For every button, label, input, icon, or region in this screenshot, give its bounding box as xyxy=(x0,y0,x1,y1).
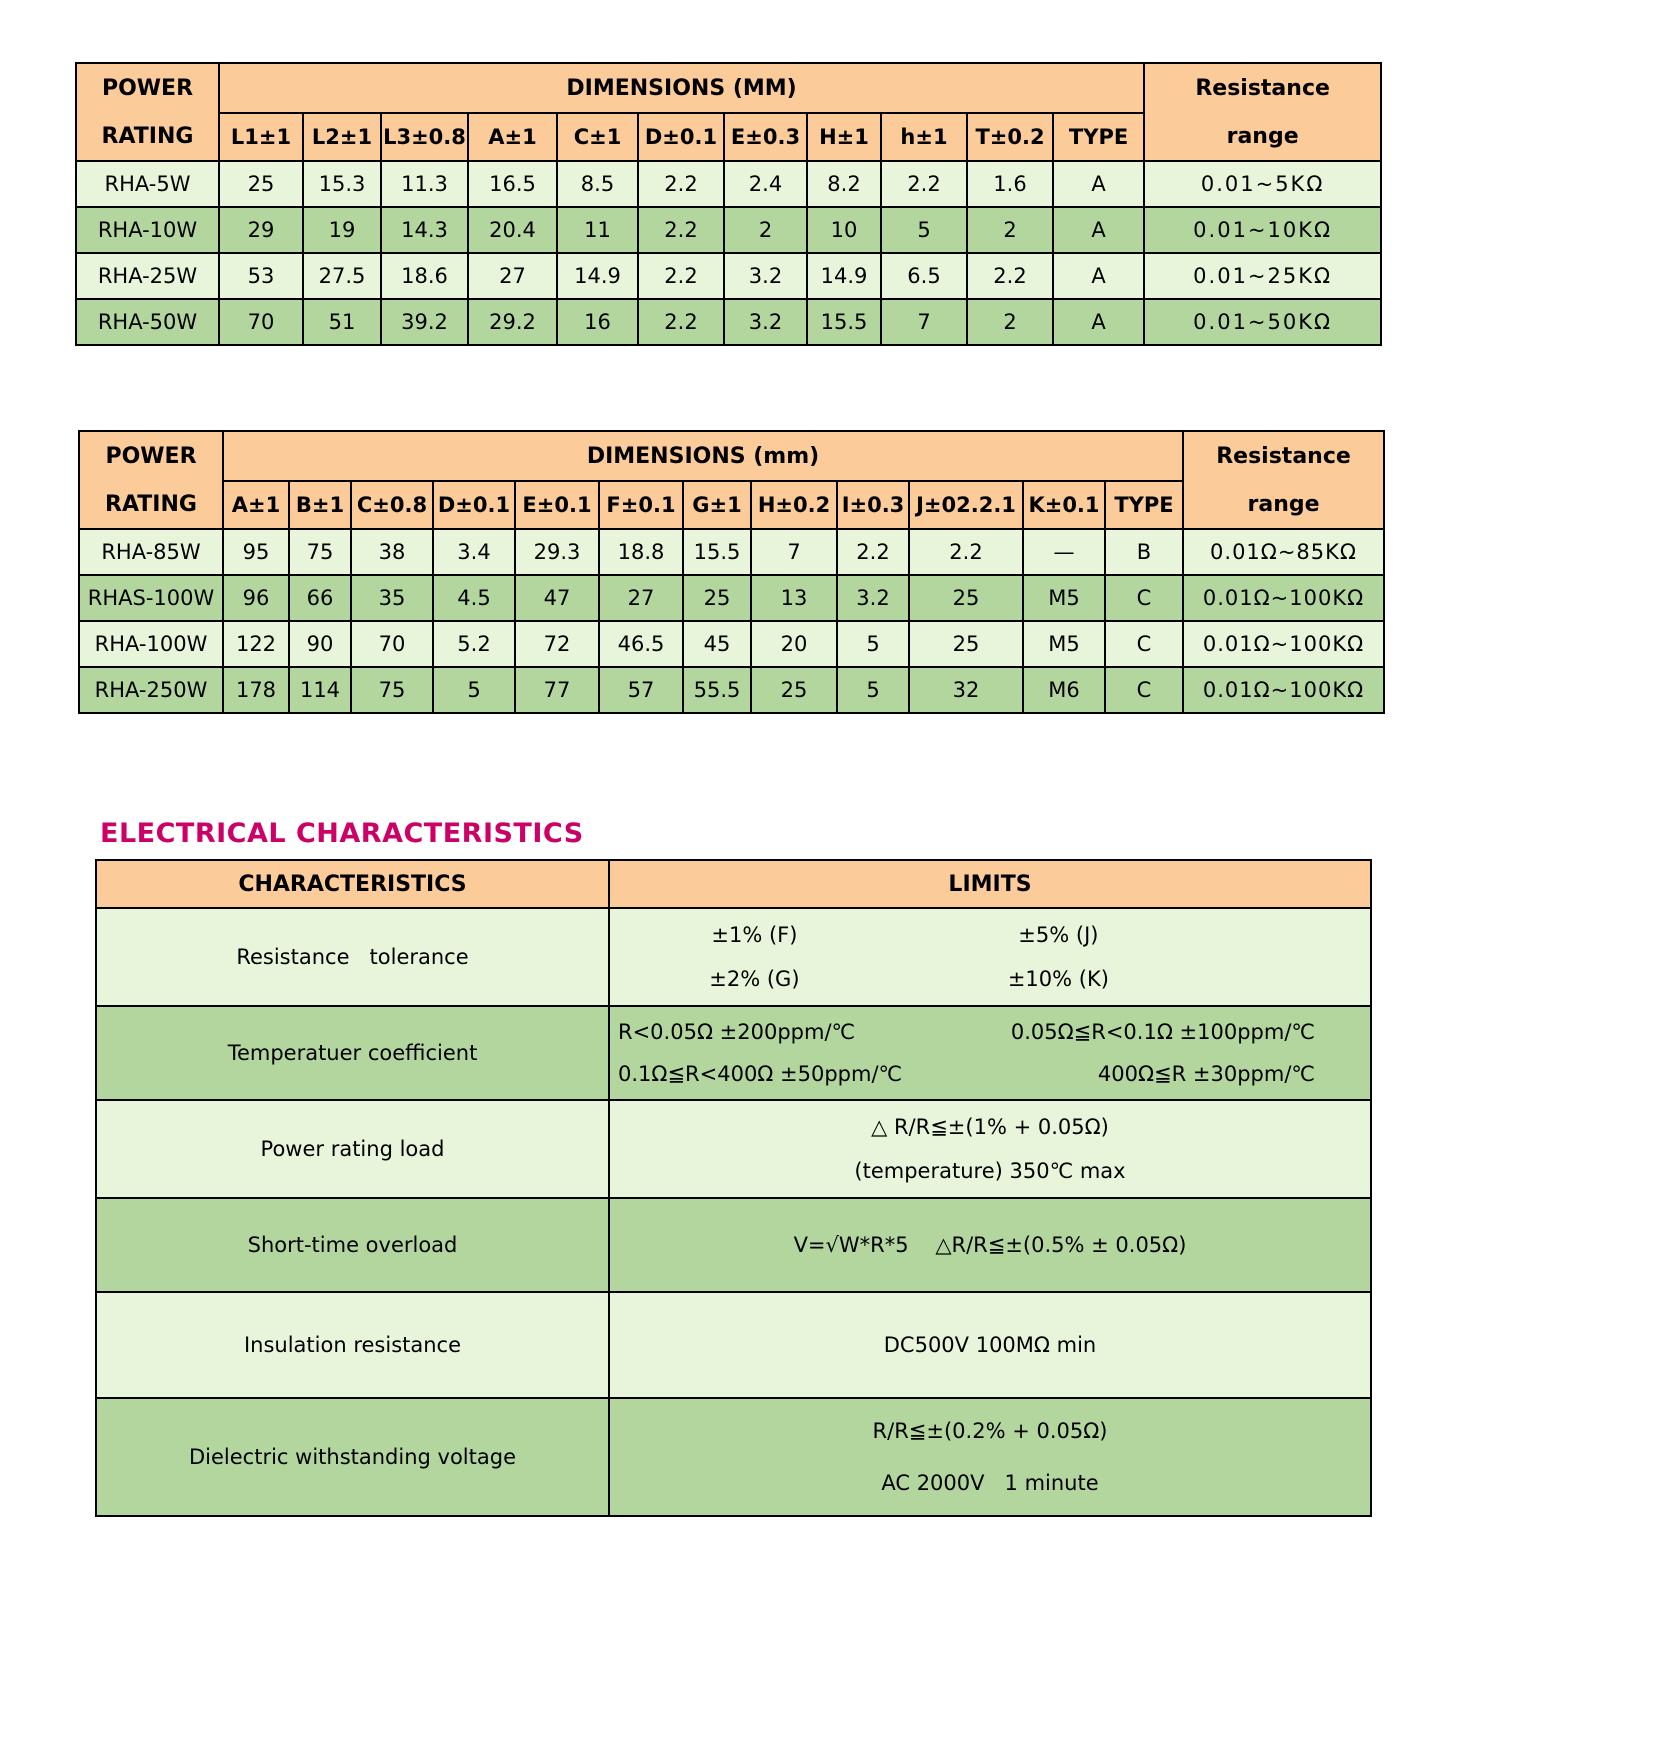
limit-line xyxy=(610,957,1370,1001)
dimension-cell: 51 xyxy=(303,299,381,345)
limit-line xyxy=(610,913,1370,957)
limit-line: DC500V 100MΩ min xyxy=(883,1333,1097,1357)
dimension-cell: 25 xyxy=(751,667,837,713)
dimension-cell: C xyxy=(1105,575,1183,621)
power-label: POWER xyxy=(105,443,197,469)
electrical-characteristics-heading: ELECTRICAL CHARACTERISTICS xyxy=(100,818,584,849)
resistance-range-header xyxy=(1144,63,1381,161)
dimension-column-header: L1±1 xyxy=(219,113,303,161)
resistance-range-cell: 0.01Ω~100KΩ xyxy=(1183,621,1384,667)
table1-body xyxy=(76,161,1381,345)
dimension-column-header: H±1 xyxy=(807,113,881,161)
dimension-cell: 10 xyxy=(807,207,881,253)
dimension-column-header: E±0.3 xyxy=(724,113,807,161)
dimension-cell: 95 xyxy=(223,529,289,575)
characteristic-name: Dielectric withstanding voltage xyxy=(96,1398,609,1516)
dimension-cell: 47 xyxy=(515,575,599,621)
range-label: range xyxy=(1247,491,1320,517)
resistance-range-cell: 0.01~5KΩ xyxy=(1144,161,1381,207)
dimension-cell: 11 xyxy=(557,207,638,253)
dimension-cell: 32 xyxy=(909,667,1023,713)
limit-line: △ R/R≦±(1% + 0.05Ω) xyxy=(871,1115,1109,1139)
table-row xyxy=(76,253,1381,299)
power-rating-cell: RHA-250W xyxy=(79,667,223,713)
dimension-cell: 77 xyxy=(515,667,599,713)
dimension-cell: 53 xyxy=(219,253,303,299)
dimension-column-header: D±0.1 xyxy=(638,113,724,161)
table-row xyxy=(76,207,1381,253)
dimensions-header: DIMENSIONS (mm) xyxy=(223,431,1183,481)
dimension-cell: 19 xyxy=(303,207,381,253)
table-row xyxy=(76,299,1381,345)
dimension-cell: M6 xyxy=(1023,667,1105,713)
resistance-range-cell: 0.01~25KΩ xyxy=(1144,253,1381,299)
dimension-cell: 18.8 xyxy=(599,529,683,575)
dimension-cell: 27 xyxy=(468,253,557,299)
characteristic-row xyxy=(96,1398,1371,1516)
characteristic-limits xyxy=(609,1100,1371,1198)
dimension-cell: B xyxy=(1105,529,1183,575)
dimension-column-header: L3±0.8 xyxy=(381,113,468,161)
dimensions-header: DIMENSIONS (MM) xyxy=(219,63,1144,113)
characteristic-name: Short-time overload xyxy=(96,1198,609,1292)
dimensions-table-a xyxy=(75,62,1382,346)
characteristic-name: Power rating load xyxy=(96,1100,609,1198)
dimension-cell: 29.3 xyxy=(515,529,599,575)
range-label: range xyxy=(1226,123,1299,149)
dimension-cell: A xyxy=(1053,207,1144,253)
limit-line xyxy=(610,1011,1370,1053)
resistance-range-cell: 0.01~10KΩ xyxy=(1144,207,1381,253)
dimension-cell: 8.2 xyxy=(807,161,881,207)
dimension-cell: 5.2 xyxy=(433,621,515,667)
electrical-characteristics-table xyxy=(95,859,1372,1517)
dimension-cell: 7 xyxy=(751,529,837,575)
dimension-column-header: F±0.1 xyxy=(599,481,683,529)
power-rating-cell: RHA-10W xyxy=(76,207,219,253)
characteristics-column-header: CHARACTERISTICS xyxy=(96,860,609,908)
dimension-column-header: A±1 xyxy=(468,113,557,161)
electrical-table-body xyxy=(96,908,1371,1516)
dimension-cell: A xyxy=(1053,299,1144,345)
dimension-column-header: J±02.2.1 xyxy=(909,481,1023,529)
dimension-cell: 16.5 xyxy=(468,161,557,207)
dimension-cell: — xyxy=(1023,529,1105,575)
dimension-cell: 2.2 xyxy=(638,161,724,207)
power-rating-cell: RHA-5W xyxy=(76,161,219,207)
resistance-range-cell: 0.01~50KΩ xyxy=(1144,299,1381,345)
limit-item: ±1% (F) xyxy=(711,923,798,947)
characteristic-name: Insulation resistance xyxy=(96,1292,609,1398)
dimension-column-header: TYPE xyxy=(1053,113,1144,161)
characteristic-row xyxy=(96,1198,1371,1292)
characteristic-limits xyxy=(609,1006,1371,1100)
dimensions-table-bc xyxy=(78,430,1385,714)
dimension-cell: 46.5 xyxy=(599,621,683,667)
dimension-cell: 5 xyxy=(837,621,909,667)
dimension-cell: 7 xyxy=(881,299,967,345)
rating-label: RATING xyxy=(101,123,194,149)
dimension-cell: 2 xyxy=(967,299,1053,345)
dimension-cell: M5 xyxy=(1023,575,1105,621)
limit-item: 400Ω≦R ±30ppm/℃ xyxy=(1097,1062,1315,1086)
dimension-cell: 70 xyxy=(219,299,303,345)
dimension-cell: 45 xyxy=(683,621,751,667)
dimension-cell: 14.9 xyxy=(557,253,638,299)
dimension-cell: 15.5 xyxy=(807,299,881,345)
resistance-range-cell: 0.01Ω~100KΩ xyxy=(1183,667,1384,713)
table2-body xyxy=(79,529,1384,713)
dimension-column-header: E±0.1 xyxy=(515,481,599,529)
dimension-column-header: K±0.1 xyxy=(1023,481,1105,529)
rating-label: RATING xyxy=(105,491,197,517)
resistance-range-cell: 0.01Ω~85KΩ xyxy=(1183,529,1384,575)
dimension-cell: 55.5 xyxy=(683,667,751,713)
dimension-cell: 15.5 xyxy=(683,529,751,575)
dimension-cell: 3.2 xyxy=(724,253,807,299)
dimension-cell: 90 xyxy=(289,621,351,667)
dimension-column-header: TYPE xyxy=(1105,481,1183,529)
dimension-cell: 75 xyxy=(289,529,351,575)
electrical-table-header xyxy=(96,860,1371,908)
limit-line: V=√W*R*5 △R/R≦±(0.5% ± 0.05Ω) xyxy=(793,1233,1187,1257)
limit-item: ±10% (K) xyxy=(1007,967,1109,991)
dimension-column-header: G±1 xyxy=(683,481,751,529)
limit-item: 0.05Ω≦R<0.1Ω ±100ppm/℃ xyxy=(1010,1020,1315,1044)
table2-header xyxy=(79,431,1384,529)
dimension-cell: 4.5 xyxy=(433,575,515,621)
dimension-cell: 2.2 xyxy=(967,253,1053,299)
power-rating-cell: RHA-50W xyxy=(76,299,219,345)
dimension-cell: 3.4 xyxy=(433,529,515,575)
dimension-column-header: T±0.2 xyxy=(967,113,1053,161)
power-rating-cell: RHA-100W xyxy=(79,621,223,667)
dimension-cell: 18.6 xyxy=(381,253,468,299)
dimension-cell: 2.2 xyxy=(837,529,909,575)
limit-item: 0.1Ω≦R<400Ω ±50ppm/℃ xyxy=(618,1062,903,1086)
dimension-cell: 96 xyxy=(223,575,289,621)
characteristic-name: Temperatuer coefficient xyxy=(96,1006,609,1100)
dimension-column-header: A±1 xyxy=(223,481,289,529)
dimension-cell: 66 xyxy=(289,575,351,621)
dimension-cell: 2.4 xyxy=(724,161,807,207)
dimension-cell: 3.2 xyxy=(724,299,807,345)
dimension-cell: 75 xyxy=(351,667,433,713)
dimension-cell: 70 xyxy=(351,621,433,667)
table-row xyxy=(79,575,1384,621)
power-rating-cell: RHA-85W xyxy=(79,529,223,575)
characteristic-limits xyxy=(609,1292,1371,1398)
power-label: POWER xyxy=(101,75,194,101)
power-rating-cell: RHAS-100W xyxy=(79,575,223,621)
dimension-cell: 15.3 xyxy=(303,161,381,207)
dimension-cell: 20.4 xyxy=(468,207,557,253)
limit-item: R<0.05Ω ±200ppm/℃ xyxy=(618,1020,856,1044)
dimension-column-header: L2±1 xyxy=(303,113,381,161)
dimension-column-header: h±1 xyxy=(881,113,967,161)
table-row xyxy=(79,529,1384,575)
limit-item: ±5% (J) xyxy=(1018,923,1099,947)
dimension-cell: 178 xyxy=(223,667,289,713)
dimension-cell: 114 xyxy=(289,667,351,713)
limit-line: AC 2000V 1 minute xyxy=(881,1471,1099,1495)
power-rating-header xyxy=(76,63,219,161)
dimension-cell: C xyxy=(1105,667,1183,713)
dimension-cell: 6.5 xyxy=(881,253,967,299)
characteristic-row xyxy=(96,908,1371,1006)
dimension-cell: 27.5 xyxy=(303,253,381,299)
characteristic-row xyxy=(96,1006,1371,1100)
dimension-cell: 14.9 xyxy=(807,253,881,299)
characteristic-row xyxy=(96,1292,1371,1398)
dimension-cell: 25 xyxy=(909,575,1023,621)
dimension-cell: 29.2 xyxy=(468,299,557,345)
dimension-cell: 3.2 xyxy=(837,575,909,621)
dimension-cell: 2.2 xyxy=(881,161,967,207)
dimension-column-header: C±1 xyxy=(557,113,638,161)
dimension-cell: 2.2 xyxy=(909,529,1023,575)
dimension-cell: A xyxy=(1053,253,1144,299)
characteristic-row xyxy=(96,1100,1371,1198)
dimension-column-header: C±0.8 xyxy=(351,481,433,529)
dimension-cell: 25 xyxy=(683,575,751,621)
limit-line xyxy=(610,1053,1370,1095)
resistance-range-cell: 0.01Ω~100KΩ xyxy=(1183,575,1384,621)
dimension-cell: 2 xyxy=(724,207,807,253)
dimension-cell: 25 xyxy=(909,621,1023,667)
dimension-cell: 25 xyxy=(219,161,303,207)
dimension-cell: 13 xyxy=(751,575,837,621)
dimension-cell: 20 xyxy=(751,621,837,667)
resistance-label: Resistance xyxy=(1216,443,1351,469)
limit-line: (temperature) 350℃ max xyxy=(854,1159,1126,1183)
dimension-column-header: I±0.3 xyxy=(837,481,909,529)
table-row xyxy=(79,621,1384,667)
table-row xyxy=(76,161,1381,207)
characteristic-limits xyxy=(609,908,1371,1006)
dimension-cell: 2.2 xyxy=(638,207,724,253)
dimension-cell: 27 xyxy=(599,575,683,621)
limits-column-header: LIMITS xyxy=(609,860,1371,908)
table1-header xyxy=(76,63,1381,161)
dimension-cell: 122 xyxy=(223,621,289,667)
dimension-cell: 38 xyxy=(351,529,433,575)
dimension-cell: 57 xyxy=(599,667,683,713)
power-rating-cell: RHA-25W xyxy=(76,253,219,299)
dimension-column-header: B±1 xyxy=(289,481,351,529)
dimension-cell: 29 xyxy=(219,207,303,253)
dimension-cell: C xyxy=(1105,621,1183,667)
limit-line: R/R≦±(0.2% + 0.05Ω) xyxy=(872,1419,1108,1443)
dimension-cell: 1.6 xyxy=(967,161,1053,207)
characteristic-limits xyxy=(609,1198,1371,1292)
table-row xyxy=(79,667,1384,713)
dimension-cell: 8.5 xyxy=(557,161,638,207)
dimension-column-header: D±0.1 xyxy=(433,481,515,529)
power-rating-header xyxy=(79,431,223,529)
dimension-cell: 11.3 xyxy=(381,161,468,207)
dimension-cell: 2 xyxy=(967,207,1053,253)
dimension-cell: 2.2 xyxy=(638,253,724,299)
dimension-cell: 14.3 xyxy=(381,207,468,253)
resistance-range-header xyxy=(1183,431,1384,529)
dimension-cell: 2.2 xyxy=(638,299,724,345)
characteristic-name: Resistance tolerance xyxy=(96,908,609,1006)
dimension-cell: M5 xyxy=(1023,621,1105,667)
dimension-cell: 5 xyxy=(433,667,515,713)
dimension-cell: 5 xyxy=(881,207,967,253)
dimension-cell: 5 xyxy=(837,667,909,713)
dimension-cell: 16 xyxy=(557,299,638,345)
dimension-cell: 39.2 xyxy=(381,299,468,345)
dimension-column-header: H±0.2 xyxy=(751,481,837,529)
characteristic-limits xyxy=(609,1398,1371,1516)
dimension-cell: A xyxy=(1053,161,1144,207)
limit-item: ±2% (G) xyxy=(709,967,800,991)
dimension-cell: 72 xyxy=(515,621,599,667)
dimension-cell: 35 xyxy=(351,575,433,621)
resistance-label: Resistance xyxy=(1195,75,1330,101)
